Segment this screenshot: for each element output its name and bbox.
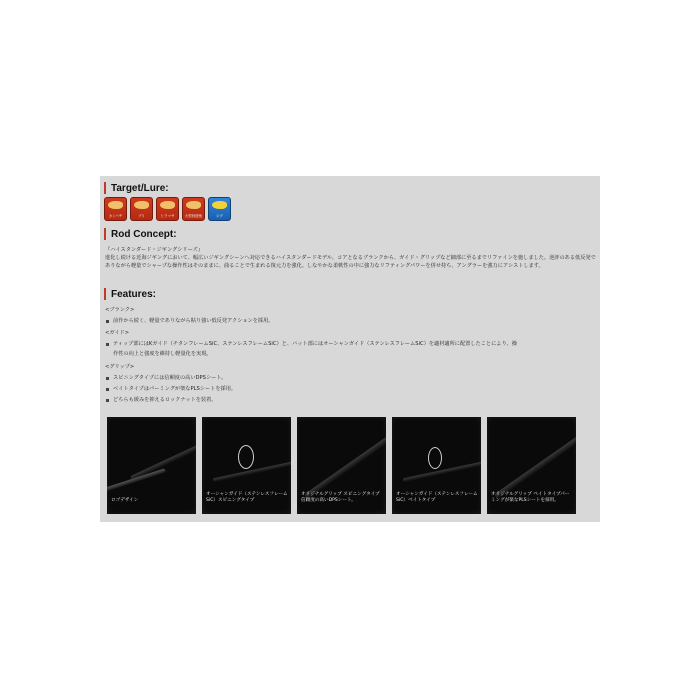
grip-feature-3: どちらも緩みを抑えるロックナットを装着。 xyxy=(113,397,217,403)
grip-feature-1: スピニングタイプには信頼度の高いDPSシート。 xyxy=(113,375,227,381)
target-lure-header xyxy=(104,182,169,194)
lure-label: 大型回遊魚 xyxy=(184,214,203,218)
photo-caption: オリジナルグリップ ベイトタイプパーミングが楽なPLSシートを採用。 xyxy=(491,492,570,503)
target-lure-icons xyxy=(104,197,231,221)
photo-caption: オーシャンガイド（ステンレスフレームSiC）スピニングタイプ xyxy=(206,492,288,503)
concept-body: 進化し続ける近海ジギングにおいて、幅広いジギングシーンへ対応できるハイスタンダードモデル。コアとなるブランクから、ガイド・グリップなど細部に至るまでリファインを施しました。逆評のある低反発でありながら軽量でシャープな操作性はそのままに、曲ることで生まれる復元力を強化。しなやかな柔軟性の中に強力なリフティングパワーを併せ持ち、アングラーを強力にアシストします。 xyxy=(105,255,596,269)
product-info-panel xyxy=(100,176,600,522)
blank-feature-1: 前作から続く、軽量でありながら粘り強い低反発アクションを採用。 xyxy=(113,318,274,324)
fish-icon xyxy=(108,201,123,209)
grip-heading: <グリップ> xyxy=(105,364,135,370)
fish-icon xyxy=(186,201,201,209)
lure-icon-hiramasa xyxy=(156,197,179,221)
photo-caption: オリジナルグリップ スピニングタイプ信頼度の高いDPSシート。 xyxy=(301,492,380,503)
guide-ring-image xyxy=(428,447,442,469)
grip-feature-2: ベイトタイプはパーミングが楽なPLSシートを採用。 xyxy=(113,386,237,392)
rod-concept-header xyxy=(104,228,177,240)
photo-gallery xyxy=(107,417,576,514)
lure-icon-kanpachi xyxy=(104,197,127,221)
guide-feature-1a: ティップ部にはKガイド（チタンフレームSiC、ステンレスフレームSiC）と、バット部にはオーシャンガイド（ステンレスフレームSiC）を適材適所に配置したことにより、操 xyxy=(113,341,518,347)
photo-caption: オーシャンガイド（ステンレスフレームSiC）ベイトタイプ xyxy=(396,492,478,503)
grip-image xyxy=(304,437,386,499)
photo-ocean-guide-bait xyxy=(392,417,481,514)
lure-icon-buri xyxy=(130,197,153,221)
photo-logo-design xyxy=(107,417,196,514)
guide-heading: <ガイド> xyxy=(105,330,130,336)
bullet-icon xyxy=(106,399,109,402)
lure-label: カンパチ xyxy=(108,214,123,218)
lure-label: ヒラマサ xyxy=(160,214,175,218)
photo-ocean-guide-spinning xyxy=(202,417,291,514)
features-header xyxy=(104,288,156,300)
rod-blank-image xyxy=(130,438,196,481)
lure-icon-large-migratory xyxy=(182,197,205,221)
bullet-icon xyxy=(106,320,109,323)
section-accent-bar xyxy=(104,182,106,194)
blank-heading: <ブランク> xyxy=(105,307,135,313)
photo-caption: ロゴデザイン xyxy=(111,498,139,503)
bullet-icon xyxy=(106,377,109,380)
features-title: Features: xyxy=(111,288,157,300)
fish-icon xyxy=(134,201,149,209)
grip-image xyxy=(494,437,576,499)
lure-label: ブリ xyxy=(138,214,145,218)
section-accent-bar xyxy=(104,288,106,300)
fish-icon xyxy=(160,201,175,209)
section-accent-bar xyxy=(104,228,106,240)
bullet-icon xyxy=(106,343,109,346)
rod-concept-title: Rod Concept: xyxy=(111,228,177,240)
jig-icon xyxy=(212,201,227,209)
rod-image xyxy=(403,460,481,483)
guide-ring-image xyxy=(238,445,254,469)
bullet-icon xyxy=(106,388,109,391)
concept-series: 『ハイスタンダード・ジギングシリーズ』 xyxy=(105,247,203,253)
lure-label: ジグ xyxy=(216,214,223,218)
guide-feature-1b: 作性の向上と強度を維持し軽量化を実現。 xyxy=(113,351,212,357)
lure-icon-jig xyxy=(208,197,231,221)
photo-grip-bait xyxy=(487,417,576,514)
target-lure-title: Target/Lure: xyxy=(111,182,169,194)
photo-grip-spinning xyxy=(297,417,386,514)
